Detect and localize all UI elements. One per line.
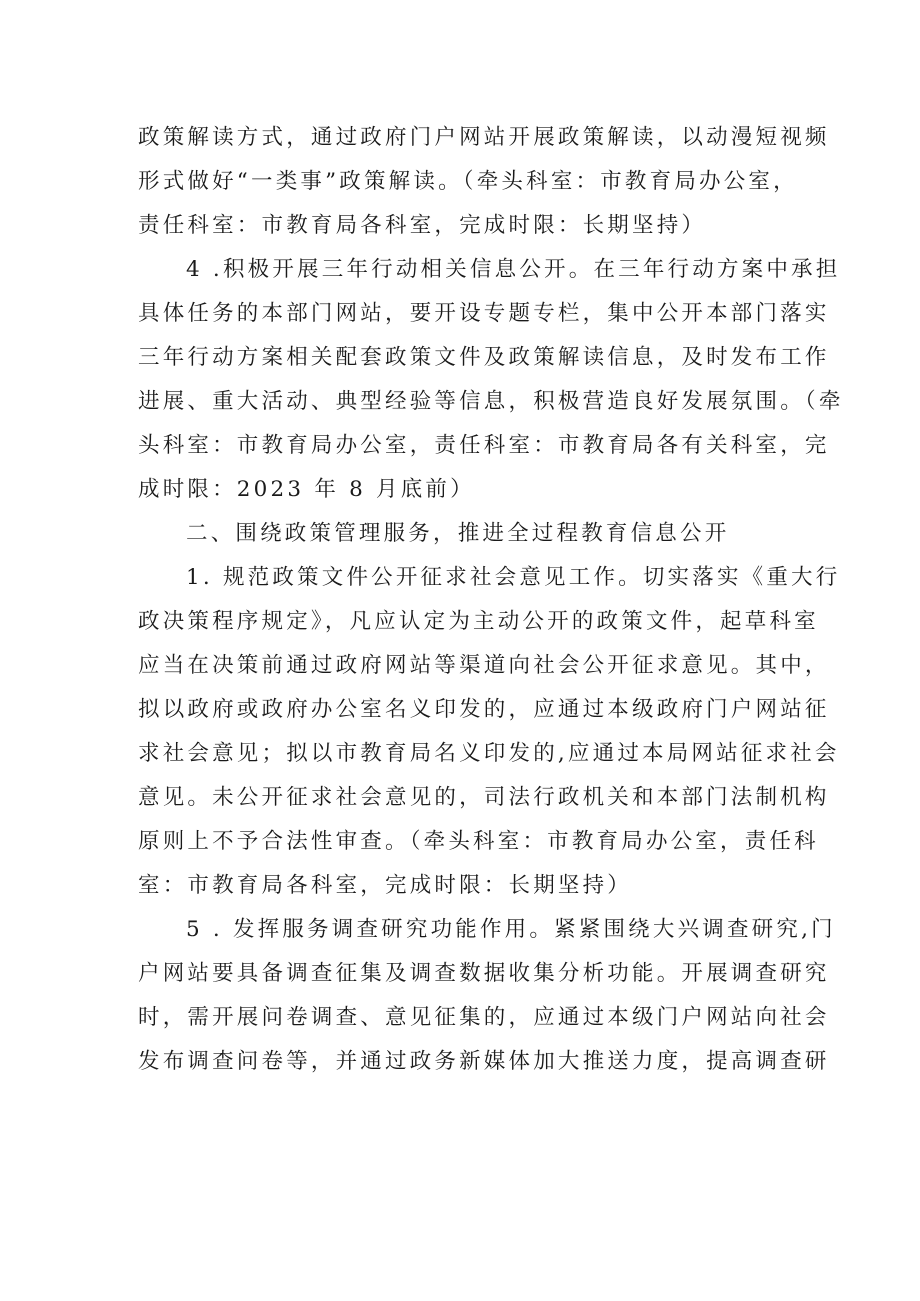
- text-line: 发布调查问卷等，并通过政务新媒体加大推送力度，提高调查研: [138, 1049, 830, 1074]
- text-line: 形式做好“一类事”政策解读。（牵头科室：市教育局办公室，: [138, 169, 798, 194]
- text-line: 求社会意见；拟以市教育局名义印发的,应通过本局网站征求社会: [138, 741, 840, 766]
- text-line: 具体任务的本部门网站，要开设专题专栏，集中公开本部门落实: [138, 301, 830, 326]
- text-line: 应当在决策前通过政府网站等渠道向社会公开征求意见。其中，: [138, 653, 830, 678]
- text-line: 拟以政府或政府办公室名义印发的，应通过本级政府门户网站征: [138, 697, 830, 722]
- section-heading-2: [138, 512, 790, 556]
- text-line: 1. 规范政策文件公开征求社会意见工作。切实落实《重大行: [186, 565, 841, 590]
- paragraph-item-5-survey-research: [138, 908, 836, 1084]
- paragraph-item-4-three-year-action: [138, 248, 844, 512]
- text-line: 4 .积极开展三年行动相关信息公开。在三年行动方案中承担: [186, 257, 841, 282]
- text-line: 二、围绕政策管理服务，推进全过程教育信息公开: [186, 521, 730, 546]
- text-line: 三年行动方案相关配套政策文件及政策解读信息，及时发布工作: [138, 345, 830, 370]
- text-line: 5 . 发挥服务调查研究功能作用。紧紧围绕大兴调查研究,门: [186, 917, 836, 942]
- text-line: 原则上不予合法性审查。（牵头科室：市教育局办公室，责任科: [138, 829, 819, 854]
- text-line: 头科室：市教育局办公室，责任科室：市教育局各有关科室，完: [138, 433, 830, 458]
- text-line: 责任科室：市教育局各科室，完成时限：长期坚持）: [138, 213, 707, 238]
- text-line: 室：市教育局各科室，完成时限：长期坚持）: [138, 873, 633, 898]
- text-line: 进展、重大活动、典型经验等信息，积极营造良好发展氛围。（牵: [138, 389, 844, 414]
- document-page: [138, 116, 844, 1084]
- text-line: 政策解读方式，通过政府门户网站开展政策解读，以动漫短视频: [138, 125, 830, 150]
- text-line: 成时限：2023 年 8 月底前）: [138, 477, 475, 502]
- paragraph-item-1-public-consultation: [138, 556, 841, 908]
- text-line: 时，需开展问卷调查、意见征集的，应通过本级门户网站向社会: [138, 1005, 830, 1030]
- paragraph-policy-interpretation-continuation: [138, 116, 830, 248]
- text-line: 户网站要具备调查征集及调查数据收集分析功能。开展调查研究: [138, 961, 830, 986]
- text-line: 意见。未公开征求社会意见的，司法行政机关和本部门法制机构: [138, 785, 830, 810]
- text-line: 政决策程序规定》，凡应认定为主动公开的政策文件，起草科室: [138, 609, 819, 634]
